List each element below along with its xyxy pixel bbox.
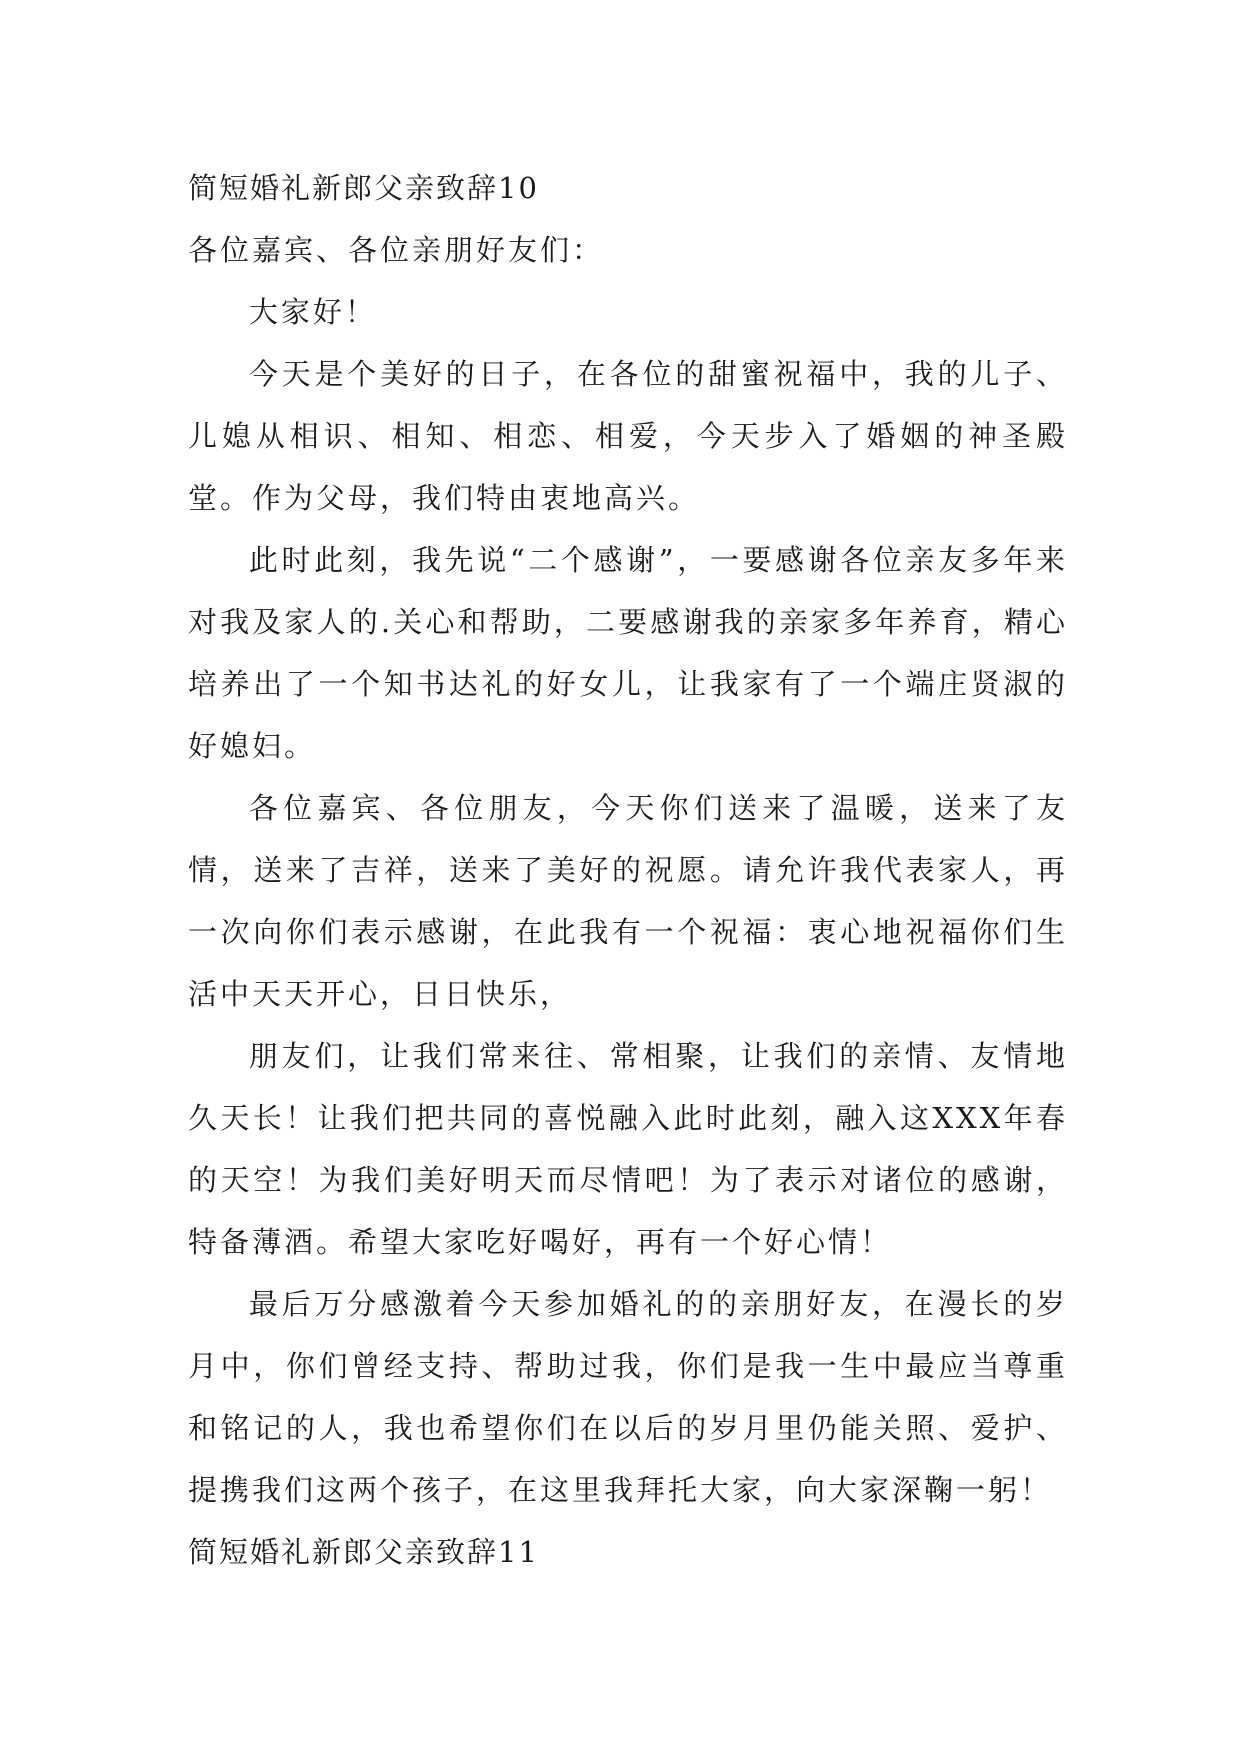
paragraph-blessing: 各位嘉宾、各位朋友，今天你们送来了温暖，送来了友情，送来了吉祥，送来了美好的祝愿。请允许我代表家人，再一次向你们表示感谢，在此我有一个祝福：衷心地祝福你们生活中天天开心，日日快乐， — [188, 791, 1068, 1011]
paragraph-opening: 今天是个美好的日子，在各位的甜蜜祝福中，我的儿子、儿媳从相识、相知、相恋、相爱，今天步入了婚姻的神圣殿堂。作为父母，我们特由衷地高兴。 — [188, 357, 1068, 515]
next-section-heading: 简短婚礼新郎父亲致辞11 — [188, 1535, 539, 1569]
salutation: 各位嘉宾、各位亲朋好友们： — [188, 233, 605, 267]
paragraph-friends: 朋友们，让我们常来往、常相聚，让我们的亲情、友情地久天长！让我们把共同的喜悦融入此时此刻，融入这XXX年春的天空！为我们美好明天而尽情吧！为了表示对诸位的感谢，特备薄酒。希望大家吃好喝好，再有一个好心情！ — [188, 1039, 1068, 1259]
section-heading: 简短婚礼新郎父亲致辞10 — [188, 171, 539, 205]
document-body — [188, 157, 1068, 1583]
paragraph-greeting: 大家好！ — [248, 295, 377, 329]
paragraph-closing: 最后万分感激着今天参加婚礼的的亲朋好友，在漫长的岁月中，你们曾经支持、帮助过我，你们是我一生中最应当尊重和铭记的人，我也希望你们在以后的岁月里仍能关照、爱护、提携我们这两个孩子，在这里我拜托大家，向大家深鞠一躬！ — [188, 1287, 1068, 1507]
paragraph-thanks: 此时此刻，我先说“二个感谢”，一要感谢各位亲友多年来对我及家人的.关心和帮助，二要感谢我的亲家多年养育，精心培养出了一个知书达礼的好女儿，让我家有了一个端庄贤淑的好媳妇。 — [188, 543, 1068, 763]
